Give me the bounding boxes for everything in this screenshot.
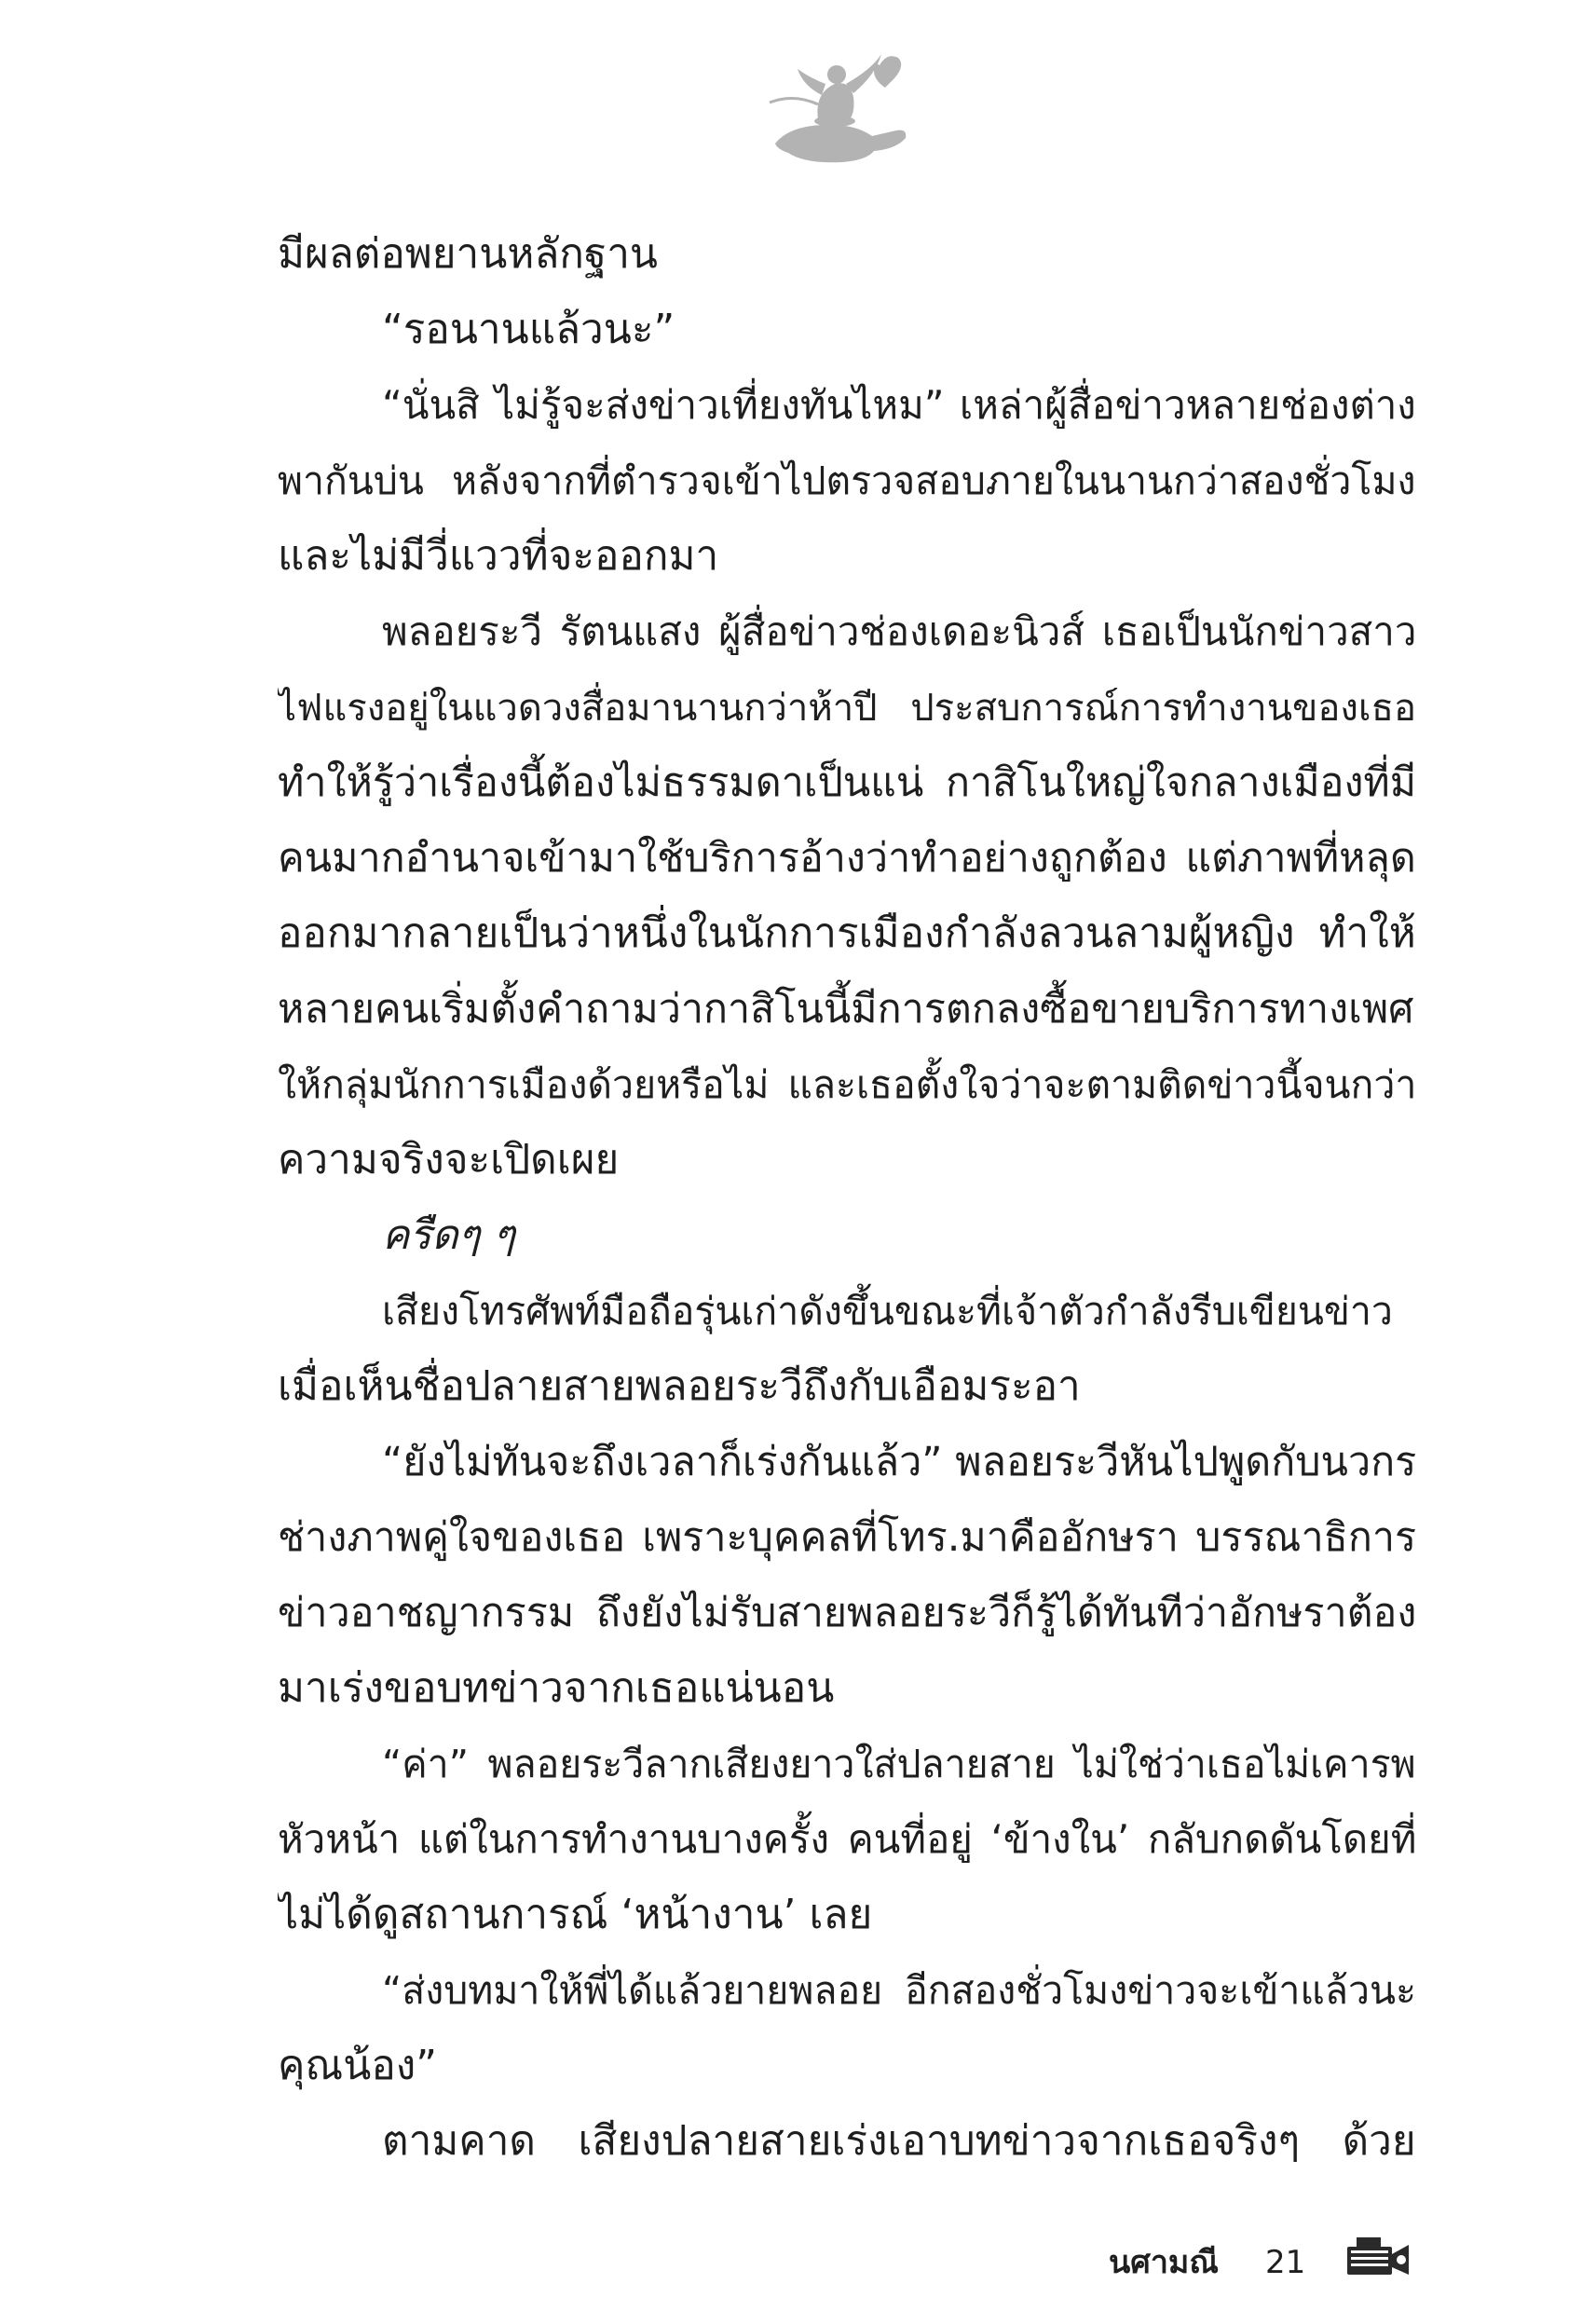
text-line [278, 2103, 1416, 2179]
text-line [278, 1877, 1416, 1952]
video-camera-icon [1344, 2232, 1414, 2280]
book-title: นศามณี [1109, 2244, 1219, 2281]
text-line [278, 1046, 1416, 1122]
text-line [278, 2028, 1416, 2103]
text-line [278, 292, 1416, 367]
text-line [278, 1726, 1416, 1801]
text-line [278, 669, 1416, 745]
text-line [278, 1273, 1416, 1348]
text-line-content: คุณน้อง” [278, 2042, 438, 2089]
text-line-content: มาเร่งขอบทข่าวจากเธอแน่นอน [278, 1664, 835, 1712]
text-line [278, 1801, 1416, 1877]
text-line-content: ข่าวอาชญากรรม ถึงยังไม่รับสายพลอยระวีก็รู้ได้ทันทีว่าอักษราต้อง [278, 1590, 1416, 1636]
text-line [278, 1348, 1416, 1424]
text-line-content: หัวหน้า แต่ในการทำงานบางครั้ง คนที่อยู่ ‘ข้างใน’ กลับกดดันโดยที่ [278, 1816, 1416, 1862]
text-line-content: ตามคาด เสียงปลายสายเร่งเอาบทข่าวจากเธอจริงๆ ด้วย [382, 2117, 1416, 2165]
text-line [278, 443, 1416, 518]
text-line [278, 820, 1416, 896]
text-line-content: ให้กลุ่มนักการเมืองด้วยหรือไม่ และเธอตั้งใจว่าจะตามติดข่าวนี้จนกว่า [278, 1062, 1416, 1107]
text-line [278, 745, 1416, 820]
text-line-content: พากันบ่น หลังจากที่ตำรวจเข้าไปตรวจสอบภายในนานกว่าสองชั่วโมง [278, 458, 1416, 503]
text-line-content: “รอนานแล้วนะ” [382, 306, 675, 353]
text-line-content: ช่างภาพคู่ใจของเธอ เพราะบุคคลที่โทร.มาคืออักษรา บรรณาธิการ [278, 1514, 1416, 1561]
text-line [278, 896, 1416, 971]
text-line-content: คนมากอำนาจเข้ามาใช้บริการอ้างว่าทำอย่างถูกต้อง แต่ภาพที่หลุด [278, 835, 1416, 882]
body-text [278, 216, 1416, 2179]
text-line [278, 1650, 1416, 1726]
text-line [278, 1122, 1416, 1197]
text-line [278, 1499, 1416, 1575]
text-line-content: เมื่อเห็นชื่อปลายสายพลอยระวีถึงกับเอือมระอา [278, 1362, 1081, 1410]
teapot-cupid-emblem-icon [757, 47, 915, 168]
text-line [278, 1424, 1416, 1499]
text-line-content: “นั่นสิ ไม่รู้จะส่งข่าวเที่ยงทันไหม” เหล่าผู้สื่อข่าวหลายช่องต่าง [382, 382, 1416, 428]
text-line-content: “ค่า” พลอยระวีลากเสียงยาวใส่ปลายสาย ไม่ใช่ว่าเธอไม่เคารพ [382, 1742, 1416, 1786]
text-line-content: ออกมากลายเป็นว่าหนึ่งในนักการเมืองกำลังลวนลามผู้หญิง ทำให้ [278, 909, 1416, 957]
text-line-content: ทำให้รู้ว่าเรื่องนี้ต้องไม่ธรรมดาเป็นแน่ กาสิโนใหญ่ใจกลางเมืองที่มี [278, 759, 1416, 806]
text-line [278, 594, 1416, 669]
text-line-content: “ส่งบทมาให้พี่ได้แล้วยายพลอย อีกสองชั่วโมงข่าวจะเข้าแล้วนะ [382, 1968, 1416, 2013]
text-line-content: ครืดๆ ๆ [382, 1211, 515, 1259]
text-line-content: มีผลต่อพยานหลักฐาน [278, 230, 658, 278]
text-line-content: พลอยระวี รัตนแสง ผู้สื่อข่าวช่องเดอะนิวส์ เธอเป็นนักข่าวสาว [382, 609, 1416, 654]
text-line-content: ไฟแรงอยู่ในแวดวงสื่อมานานกว่าห้าปี ประสบการณ์การทำงานของเธอ [278, 687, 1416, 730]
text-line [278, 518, 1416, 594]
text-line [278, 1575, 1416, 1650]
text-line [278, 367, 1416, 443]
text-line-content: ไม่ได้ดูสถานการณ์ ‘หน้างาน’ เลย [278, 1891, 873, 1938]
text-line [278, 1197, 1416, 1273]
text-line [278, 216, 1416, 292]
text-line-content: ความจริงจะเปิดเผย [278, 1136, 620, 1183]
page-number: 21 [1265, 2244, 1306, 2281]
text-line-content: และไม่มีวี่แววที่จะออกมา [278, 532, 719, 580]
text-line-content: หลายคนเริ่มตั้งคำถามว่ากาสิโนนี้มีการตกลงซื้อขายบริการทางเพศ [278, 986, 1414, 1032]
page-footer [1109, 2232, 1425, 2293]
text-line [278, 1952, 1416, 2028]
text-line-content: “ยังไม่ทันจะถึงเวลาก็เร่งกันแล้ว” พลอยระวีหันไปพูดกับนวกร [382, 1439, 1416, 1485]
text-line [278, 971, 1416, 1046]
text-line-content: เสียงโทรศัพท์มือถือรุ่นเก่าดังขึ้นขณะที่เจ้าตัวกำลังรีบเขียนข่าว [382, 1289, 1393, 1333]
